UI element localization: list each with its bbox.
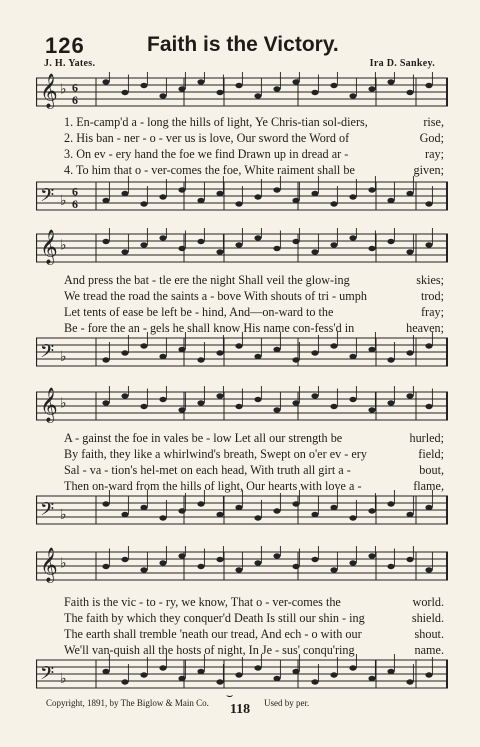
flat-icon: ♭ xyxy=(60,81,67,98)
note-head xyxy=(330,404,337,409)
note-head xyxy=(254,194,261,199)
note-head xyxy=(140,83,147,88)
note-head xyxy=(102,357,109,362)
note-head xyxy=(292,669,299,674)
verse-block-2 xyxy=(64,272,444,336)
composer-credit: Ira D. Sankey. xyxy=(369,58,435,69)
bass-staff xyxy=(36,176,448,216)
staff-lines xyxy=(36,176,448,216)
note-head xyxy=(425,567,432,572)
note-head xyxy=(368,407,375,412)
verse-line: The earth shall tremble 'neath our tread, And ech - o with our shout. xyxy=(64,627,444,641)
note-head xyxy=(140,201,147,206)
hymn-title: Faith is the Victory. xyxy=(147,33,339,56)
note-head xyxy=(330,672,337,677)
note-head xyxy=(140,343,147,348)
note-head xyxy=(311,393,318,398)
note-head xyxy=(235,567,242,572)
note-head xyxy=(197,357,204,362)
note-head xyxy=(140,672,147,677)
note-head xyxy=(368,553,375,558)
note-head xyxy=(102,501,109,506)
note-head xyxy=(273,407,280,412)
note-head xyxy=(178,347,185,352)
note-head xyxy=(311,557,318,562)
note-head xyxy=(387,400,394,405)
note-head xyxy=(425,201,432,206)
note-head xyxy=(159,515,166,520)
note-head xyxy=(387,564,394,569)
bass-staff xyxy=(36,332,448,372)
treble-clef-icon: 𝄞 xyxy=(40,73,58,109)
note-head xyxy=(349,560,356,565)
note-head xyxy=(102,669,109,674)
note-head xyxy=(273,246,280,251)
note-head xyxy=(102,239,109,244)
verse-line: 1. En-camp'd a - long the hills of light, Ye Chris-tian sol-diers, rise, xyxy=(64,115,444,129)
flat-icon: ♭ xyxy=(60,349,67,366)
note-head xyxy=(368,676,375,681)
note-head xyxy=(216,393,223,398)
note-head xyxy=(330,242,337,247)
note-head xyxy=(330,567,337,572)
note-head xyxy=(292,198,299,203)
note-head xyxy=(102,198,109,203)
note-head xyxy=(425,404,432,409)
flat-icon: ♭ xyxy=(60,507,67,524)
note-head xyxy=(368,187,375,192)
flat-icon: ♭ xyxy=(60,237,67,254)
note-head xyxy=(387,357,394,362)
note-head xyxy=(197,239,204,244)
bass-clef-icon: 𝄢 xyxy=(40,663,55,689)
verse-line: 3. On ev - ery hand the foe we find Drawn up in dread ar - ray; xyxy=(64,147,444,161)
note-head xyxy=(349,235,356,240)
hymn-number: 126 xyxy=(45,33,85,58)
note-head xyxy=(178,508,185,513)
note-head xyxy=(406,393,413,398)
staff-lines xyxy=(36,490,448,530)
note-head xyxy=(178,187,185,192)
verse-line: Then on-ward from the hills of light, Our hearts with love a - flame, xyxy=(64,479,444,493)
note-head xyxy=(197,400,204,405)
treble-staff xyxy=(36,228,448,268)
time-signature: 6 xyxy=(72,184,78,199)
note-head xyxy=(197,501,204,506)
note-head xyxy=(311,90,318,95)
note-head xyxy=(254,515,261,520)
verse-line: By faith, they like a whirlwind's breath, Swept on o'er ev - ery field; xyxy=(64,447,444,461)
staff-lines xyxy=(36,228,448,268)
note-head xyxy=(349,93,356,98)
note-head xyxy=(140,505,147,510)
verse-line: Sal - va - tion's hel-met on each head, With truth all girt a - bout, xyxy=(64,463,444,477)
note-head xyxy=(349,194,356,199)
note-head xyxy=(387,79,394,84)
note-head xyxy=(235,83,242,88)
note-head xyxy=(102,79,109,84)
note-head xyxy=(216,679,223,684)
note-head xyxy=(159,93,166,98)
verse-line: A - gainst the foe in vales be - low Let all our strength be hurled; xyxy=(64,431,444,445)
note-head xyxy=(425,343,432,348)
note-head xyxy=(121,191,128,196)
note-head xyxy=(292,400,299,405)
note-head xyxy=(273,347,280,352)
note-head xyxy=(140,567,147,572)
note-head xyxy=(159,235,166,240)
treble-clef-icon: 𝄞 xyxy=(40,387,58,423)
staff-lines xyxy=(36,332,448,372)
note-head xyxy=(406,350,413,355)
note-head xyxy=(273,187,280,192)
verse-line: And press the bat - tle ere the night Shall veil the glow-ing skies; xyxy=(64,273,444,287)
bass-staff xyxy=(36,490,448,530)
note-head xyxy=(387,198,394,203)
lyricist-credit: J. H. Yates. xyxy=(44,58,96,69)
note-head xyxy=(349,397,356,402)
note-head xyxy=(254,665,261,670)
note-head xyxy=(159,560,166,565)
treble-staff xyxy=(36,546,448,586)
staff-lines xyxy=(36,546,448,586)
note-head xyxy=(121,679,128,684)
note-head xyxy=(311,191,318,196)
note-head xyxy=(235,343,242,348)
note-head xyxy=(216,90,223,95)
bass-clef-icon: 𝄢 xyxy=(40,341,55,367)
note-head xyxy=(159,665,166,670)
note-head xyxy=(406,90,413,95)
note-head xyxy=(387,239,394,244)
note-head xyxy=(159,354,166,359)
note-head xyxy=(197,198,204,203)
note-head xyxy=(254,354,261,359)
note-head xyxy=(311,350,318,355)
verse-block-3 xyxy=(64,430,444,494)
note-head xyxy=(235,242,242,247)
note-head xyxy=(368,347,375,352)
verse-line: Let tents of ease be left be - hind, And—on-ward to the fray; xyxy=(64,305,444,319)
flat-icon: ♭ xyxy=(60,671,67,688)
note-head xyxy=(235,404,242,409)
note-head xyxy=(387,669,394,674)
verse-line: Faith is the vic - to - ry, we know, That o - ver-comes the world. xyxy=(64,595,444,609)
note-head xyxy=(216,249,223,254)
note-head xyxy=(121,557,128,562)
bass-staff xyxy=(36,654,448,694)
note-head xyxy=(216,350,223,355)
note-head xyxy=(311,512,318,517)
note-head xyxy=(368,246,375,251)
note-head xyxy=(273,553,280,558)
note-head xyxy=(387,501,394,506)
verse-line: We tread the road the saints a - bove With shouts of tri - umph trod; xyxy=(64,289,444,303)
note-head xyxy=(406,512,413,517)
staff-lines xyxy=(36,654,448,694)
note-head xyxy=(254,397,261,402)
note-head xyxy=(254,235,261,240)
note-head xyxy=(330,83,337,88)
note-head xyxy=(330,505,337,510)
verse-line: We'll van-quish all the hosts of night, In Je - sus' conqu'ring name. xyxy=(64,643,444,657)
note-head xyxy=(425,242,432,247)
verse-block-1 xyxy=(64,114,444,178)
note-head xyxy=(330,343,337,348)
note-head xyxy=(216,191,223,196)
note-head xyxy=(102,400,109,405)
verse-block-4 xyxy=(64,594,444,658)
flat-icon: ♭ xyxy=(60,555,67,572)
note-head xyxy=(159,397,166,402)
flat-icon: ♭ xyxy=(60,395,67,412)
treble-clef-icon: 𝄞 xyxy=(40,229,58,265)
note-head xyxy=(349,515,356,520)
note-head xyxy=(121,512,128,517)
note-head xyxy=(425,505,432,510)
note-head xyxy=(121,393,128,398)
staff-lines xyxy=(36,386,448,426)
time-signature: 6 xyxy=(72,92,78,107)
page-number: 118 xyxy=(229,702,251,717)
note-head xyxy=(406,249,413,254)
note-head xyxy=(102,564,109,569)
note-head xyxy=(406,191,413,196)
note-head xyxy=(368,86,375,91)
note-head xyxy=(292,564,299,569)
note-head xyxy=(159,194,166,199)
verse-line: 2. His ban - ner - o - ver us is love, Our sword the Word of God; xyxy=(64,131,444,145)
verse-line: 4. To him that o - ver-comes the foe, White raiment shall be given; xyxy=(64,163,444,177)
staff-lines xyxy=(36,72,448,112)
note-head xyxy=(197,564,204,569)
note-head xyxy=(235,672,242,677)
copyright-notice: Copyright, 1891, by The Biglow & Main Co. xyxy=(46,698,209,708)
permission-notice: Used by per. xyxy=(264,698,310,708)
bass-clef-icon: 𝄢 xyxy=(40,185,55,211)
note-head xyxy=(273,676,280,681)
note-head xyxy=(178,86,185,91)
note-head xyxy=(216,557,223,562)
note-head xyxy=(178,553,185,558)
note-head xyxy=(349,665,356,670)
note-head xyxy=(349,354,356,359)
bass-clef-icon: 𝄢 xyxy=(40,499,55,525)
treble-staff xyxy=(36,72,448,112)
note-head xyxy=(178,676,185,681)
treble-staff xyxy=(36,386,448,426)
note-head xyxy=(406,679,413,684)
note-head xyxy=(292,239,299,244)
note-head xyxy=(292,501,299,506)
note-head xyxy=(178,246,185,251)
note-head xyxy=(235,201,242,206)
note-head xyxy=(425,672,432,677)
note-head xyxy=(121,350,128,355)
flat-icon: ♭ xyxy=(60,193,67,210)
time-signature: 6 xyxy=(72,80,78,95)
note-head xyxy=(216,512,223,517)
note-head xyxy=(254,560,261,565)
note-head xyxy=(273,86,280,91)
treble-clef-icon: 𝄞 xyxy=(40,547,58,583)
note-head xyxy=(178,407,185,412)
note-head xyxy=(197,669,204,674)
note-head xyxy=(273,508,280,513)
note-head xyxy=(140,404,147,409)
note-head xyxy=(292,357,299,362)
note-head xyxy=(140,242,147,247)
time-signature: 6 xyxy=(72,196,78,211)
verse-line: Be - fore the an - gels he shall know His name con-fess'd in heaven; xyxy=(64,321,444,335)
note-head xyxy=(292,79,299,84)
ornament-icon: ⌣ xyxy=(226,690,234,702)
note-head xyxy=(425,83,432,88)
verse-line: The faith by which they conquer'd Death Is still our shin - ing shield. xyxy=(64,611,444,625)
note-head xyxy=(197,79,204,84)
note-head xyxy=(254,93,261,98)
note-head xyxy=(311,679,318,684)
note-head xyxy=(235,505,242,510)
note-head xyxy=(406,557,413,562)
note-head xyxy=(330,201,337,206)
note-head xyxy=(368,508,375,513)
note-head xyxy=(121,249,128,254)
note-head xyxy=(121,90,128,95)
note-head xyxy=(311,249,318,254)
